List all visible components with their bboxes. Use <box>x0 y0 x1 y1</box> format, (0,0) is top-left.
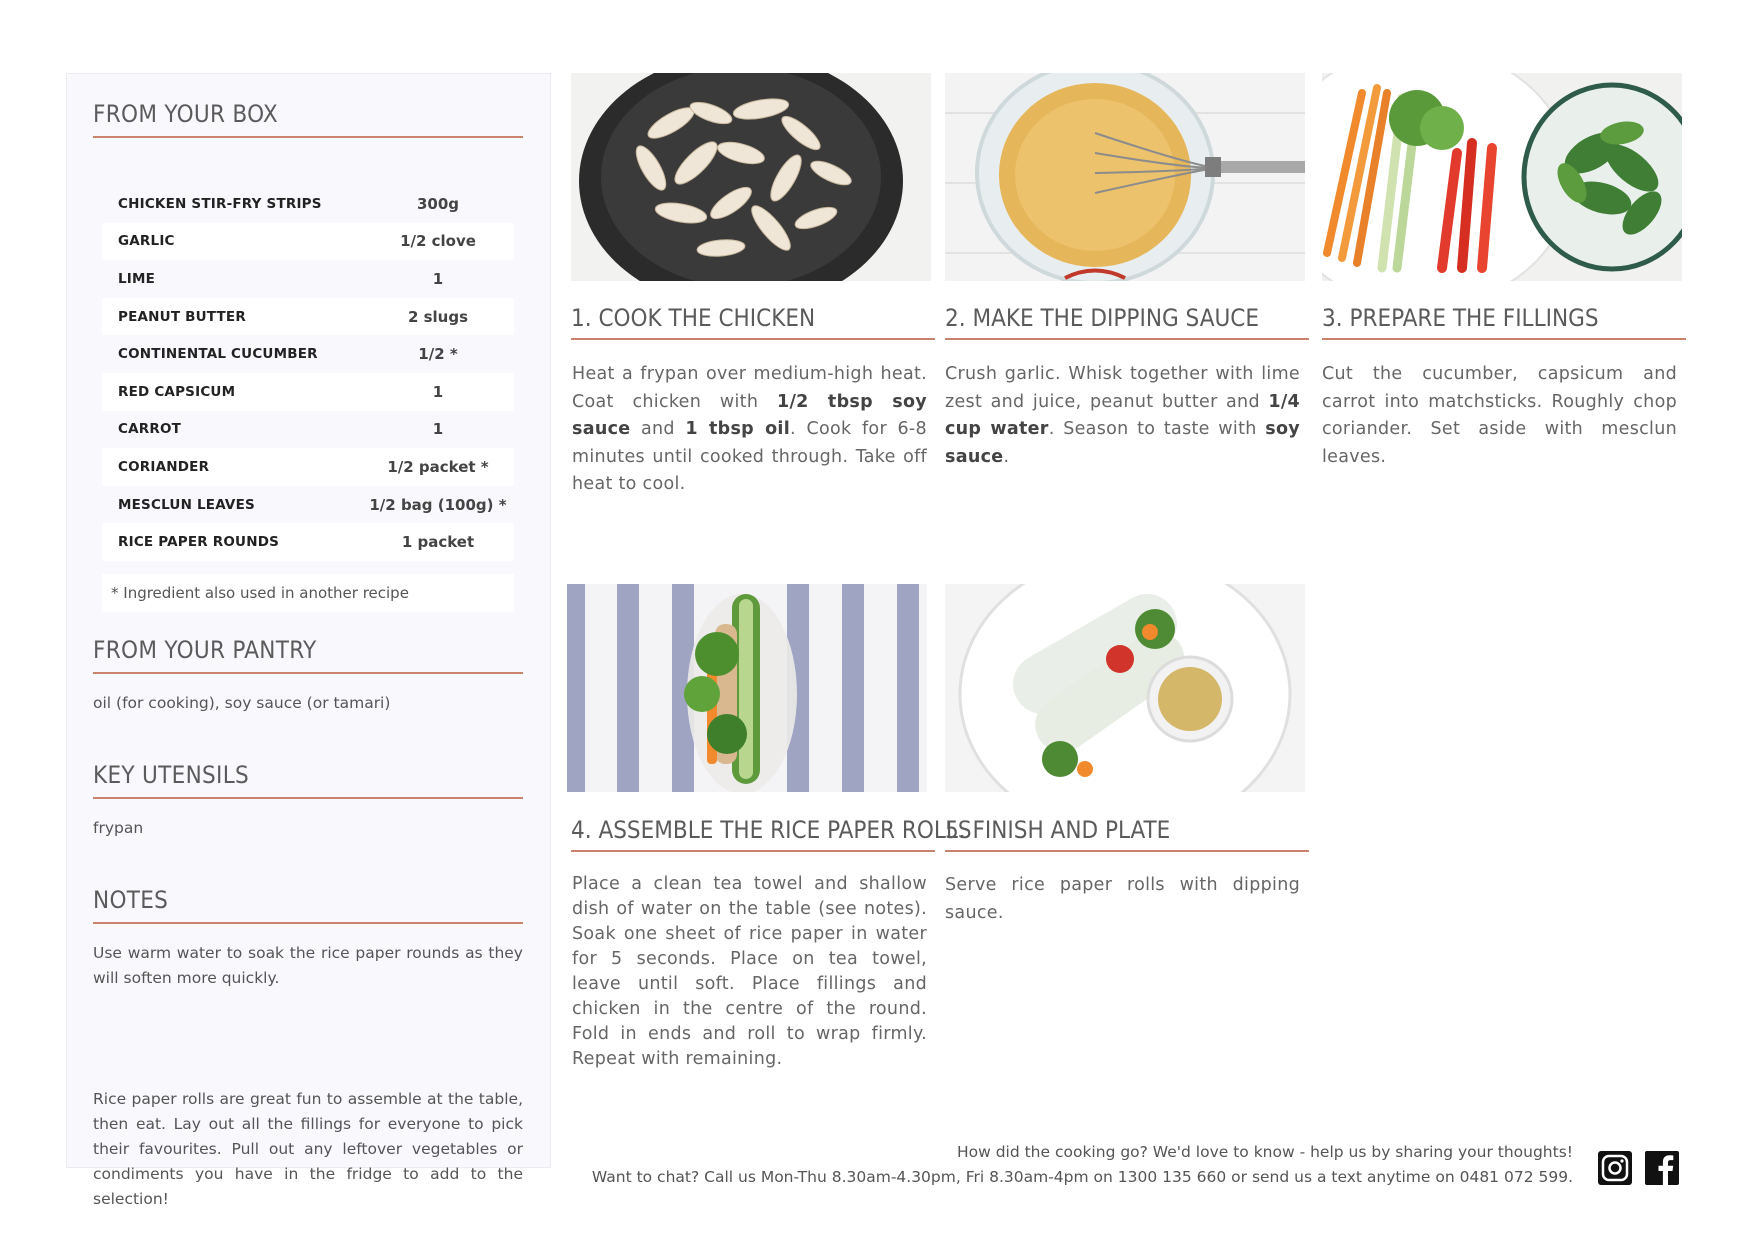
body-text: Heat a frypan over medium-high heat. Coat chicken with <box>572 364 927 412</box>
step-3-body <box>1322 361 1677 471</box>
note-paragraph: Use warm water to soak the rice paper rounds as they will soften more quickly. <box>93 944 523 987</box>
ingredients-table <box>102 185 514 561</box>
body-text: Crush garlic. Whisk together with lime zest and juice, peanut butter and <box>945 364 1300 412</box>
ingredient-quantity: 1 <box>432 420 444 439</box>
ingredient-name: CONTINENTAL CUCUMBER <box>118 346 318 363</box>
notes-title: NOTES <box>93 886 523 924</box>
key-utensils-title: KEY UTENSILS <box>93 761 523 799</box>
footnote: * Ingredient also used in another recipe <box>102 574 514 612</box>
ingredient-name: CARROT <box>118 421 182 438</box>
ingredient-name: RED CAPSICUM <box>118 383 236 400</box>
step-5-title: 5. FINISH AND PLATE <box>945 816 1309 852</box>
ingredient-name: PEANUT BUTTER <box>118 308 246 325</box>
ingredient-quantity: 1 <box>432 269 444 288</box>
instagram-icon[interactable] <box>1597 1150 1633 1186</box>
ingredient-row <box>102 185 514 223</box>
bold-text: 1 tbsp oil <box>685 419 791 439</box>
fillings-photo <box>1322 73 1682 281</box>
ingredient-quantity: 1 packet <box>401 533 475 552</box>
ingredient-row <box>102 223 514 261</box>
feedback-text: How did the cooking go? We'd love to know - help us by sharing your thoughts! <box>956 1143 1573 1161</box>
ingredient-quantity: 300g <box>416 194 460 213</box>
from-your-pantry-title: FROM YOUR PANTRY <box>93 636 523 674</box>
ingredient-quantity: 2 slugs <box>407 307 469 326</box>
ingredient-name: GARLIC <box>118 233 175 250</box>
ingredient-row <box>102 260 514 298</box>
ingredient-name: CORIANDER <box>118 458 210 475</box>
ingredient-row <box>102 486 514 524</box>
ingredient-quantity: 1/2 * <box>418 345 458 364</box>
step-3-title: 3. PREPARE THE FILLINGS <box>1322 304 1686 340</box>
cook-chicken-photo <box>571 73 931 281</box>
from-your-box-title: FROM YOUR BOX <box>93 100 523 138</box>
ingredient-row <box>102 523 514 561</box>
ingredient-row <box>102 411 514 449</box>
bold-text: 1/4 cup water <box>945 391 1300 439</box>
body-text: . Season to taste with <box>1048 419 1266 439</box>
ingredients-sidebar <box>66 73 551 1208</box>
step-4-body <box>572 872 927 1072</box>
ingredient-row <box>102 448 514 486</box>
body-text: Cut the cucumber, capsicum and carrot into matchsticks. Roughly chop coriander. Set aside with mesclun leaves. <box>1322 364 1677 467</box>
facebook-icon[interactable] <box>1644 1150 1680 1186</box>
body-text: . <box>1003 446 1010 467</box>
ingredient-name: MESCLUN LEAVES <box>118 496 255 513</box>
body-text: . Cook for 6-8 minutes until cooked through. Take off heat to cool. <box>572 419 927 494</box>
dipping-sauce-photo <box>945 73 1305 281</box>
note-paragraph: Rice paper rolls are great fun to assemble at the table, then eat. Lay out all the fillings for everyone to pick their favourites. Pull out any leftover vegetables or condiments you have in the fridge to add to the selection! <box>93 1090 523 1208</box>
ingredient-row <box>102 298 514 336</box>
contact-text: Want to chat? Call us Mon-Thu 8.30am-4.30pm, Fri 8.30am-4pm on 1300 135 660 or send us a text anytime on 0481 072 599. <box>591 1168 1573 1186</box>
body-text: Serve rice paper rolls with dipping sauce. <box>945 875 1300 923</box>
assemble-rolls-photo <box>567 584 927 792</box>
bold-text: 1/2 tbsp soy sauce <box>572 391 927 439</box>
pantry-text: oil (for cooking), soy sauce (or tamari) <box>93 694 391 712</box>
ingredient-quantity: 1 <box>432 382 444 401</box>
step-1-title: 1. COOK THE CHICKEN <box>571 304 935 340</box>
ingredient-row <box>102 373 514 411</box>
step-4-title: 4. ASSEMBLE THE RICE PAPER ROLLS <box>571 816 935 852</box>
step-2-body <box>945 361 1300 471</box>
body-text: and <box>630 419 686 439</box>
ingredient-quantity: 1/2 clove <box>400 232 476 251</box>
utensils-text: frypan <box>93 819 144 837</box>
ingredient-row <box>102 335 514 373</box>
ingredient-name: RICE PAPER ROUNDS <box>118 534 280 551</box>
step-2-title: 2. MAKE THE DIPPING SAUCE <box>945 304 1309 340</box>
body-text: Place a clean tea towel and shallow dish of water on the table (see notes). Soak one sheet of rice paper in water for 5 seconds. Place on tea towel, leave until soft. Place fillings and chicken in the centre of the round. Fold in ends and roll to wrap firmly. Repeat with remaining. <box>572 874 927 1069</box>
step-1-body <box>572 361 927 499</box>
ingredient-name: CHICKEN STIR-FRY STRIPS <box>118 195 322 212</box>
bold-text: soy sauce <box>945 419 1300 467</box>
ingredient-quantity: 1/2 bag (100g) * <box>369 495 507 514</box>
step-5-body <box>945 872 1300 927</box>
finished-plate-photo <box>945 584 1305 792</box>
ingredient-quantity: 1/2 packet * <box>387 457 489 476</box>
ingredient-name: LIME <box>118 270 156 287</box>
